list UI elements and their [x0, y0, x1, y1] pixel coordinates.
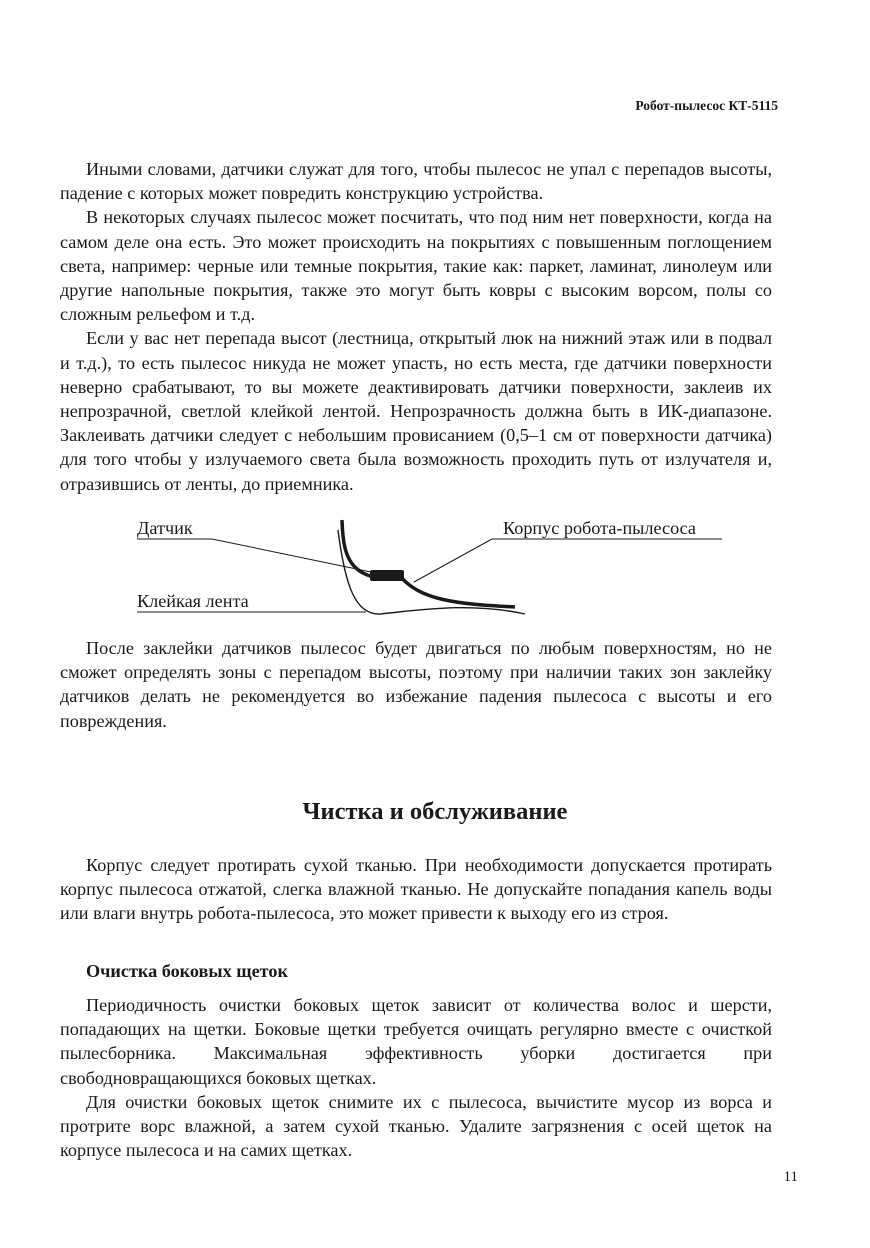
subsection-title-side-brushes: Очистка боковых щеток	[86, 961, 288, 981]
label-sensor: Датчик	[137, 518, 193, 538]
label-adhesive-tape: Клейкая лента	[137, 591, 249, 611]
intro-text	[60, 157, 772, 496]
sensor-tape-diagram	[0, 510, 870, 630]
cleaning-text	[60, 853, 772, 926]
paragraph: Если у вас нет перепада высот (лестница, открытый люк на нижний этаж или в подвал и т.д.), то есть пылесос никуда не может упасть, но есть места, где датчики поверхности неверно срабатывают, то вы можете деактивировать датчики поверхности, заклеив их непрозрачной, светлой клейкой лентой. Непрозрачность должна быть в ИК-диапазоне. Заклеивать датчики следует с небольшим провисанием (0,5–1 см от поверхности датчика) для того чтобы у излучаемого света была возможность проходить путь от излучателя и, отразившись от ленты, до приемника.	[60, 328, 772, 494]
paragraph: В некоторых случаях пылесос может посчитать, что под ним нет поверхности, когда на самом деле она есть. Это может происходить на покрытиях с повышенным поглощением света, например: черные или темные покрытия, такие как: паркет, ламинат, линолеум или другие напольные покрытия, также это могут быть ковры с высоким ворсом, полы со сложным рельефом и т.д.	[60, 207, 772, 325]
section-title-cleaning: Чистка и обслуживание	[302, 798, 568, 825]
paragraph: Периодичность очистки боковых щеток зависит от количества волос и шерсти, попадающих на щетки. Боковые щетки требуется очищать регулярно вместе с очисткой пылесборника. Максимальная эффективность уборки достигается при свободновращающихся боковых щетках.	[60, 995, 772, 1088]
paragraph: Для очистки боковых щеток снимите их с пылесоса, вычистите мусор из ворса и протрите ворс влажной, а затем сухой тканью. Удалите загрязнения с осей щеток на корпусе пылесоса и на самих щетках.	[60, 1091, 772, 1161]
paragraph: Иными словами, датчики служат для того, чтобы пылесос не упал с перепадов высоты, падение с которых может повредить конструкцию устройства.	[60, 159, 772, 204]
robot-body-curve	[342, 520, 515, 607]
page-number: 11	[783, 1169, 798, 1185]
after-figure-text	[60, 636, 772, 733]
paragraph: Корпус следует протирать сухой тканью. При необходимости допускается протирать корпус пылесоса отжатой, слегка влажной тканью. Не допускайте попадания капель воды или влаги внутрь робота-пылесоса, это может привести к выходу его из строя.	[60, 855, 772, 924]
running-header: Робот-пылесос КТ-5115	[635, 98, 778, 113]
body-leader-line	[414, 539, 492, 582]
sensor-block	[370, 570, 404, 581]
paragraph: После заклейки датчиков пылесос будет двигаться по любым поверхностям, но не сможет определять зоны с перепадом высоты, поэтому при наличии таких зон заклейку датчиков делать не рекомендуется во избежание падения пылесоса с высоты и его повреждения.	[60, 638, 772, 731]
side-brushes-text	[60, 993, 772, 1162]
label-robot-body: Корпус робота-пылесоса	[503, 518, 696, 538]
